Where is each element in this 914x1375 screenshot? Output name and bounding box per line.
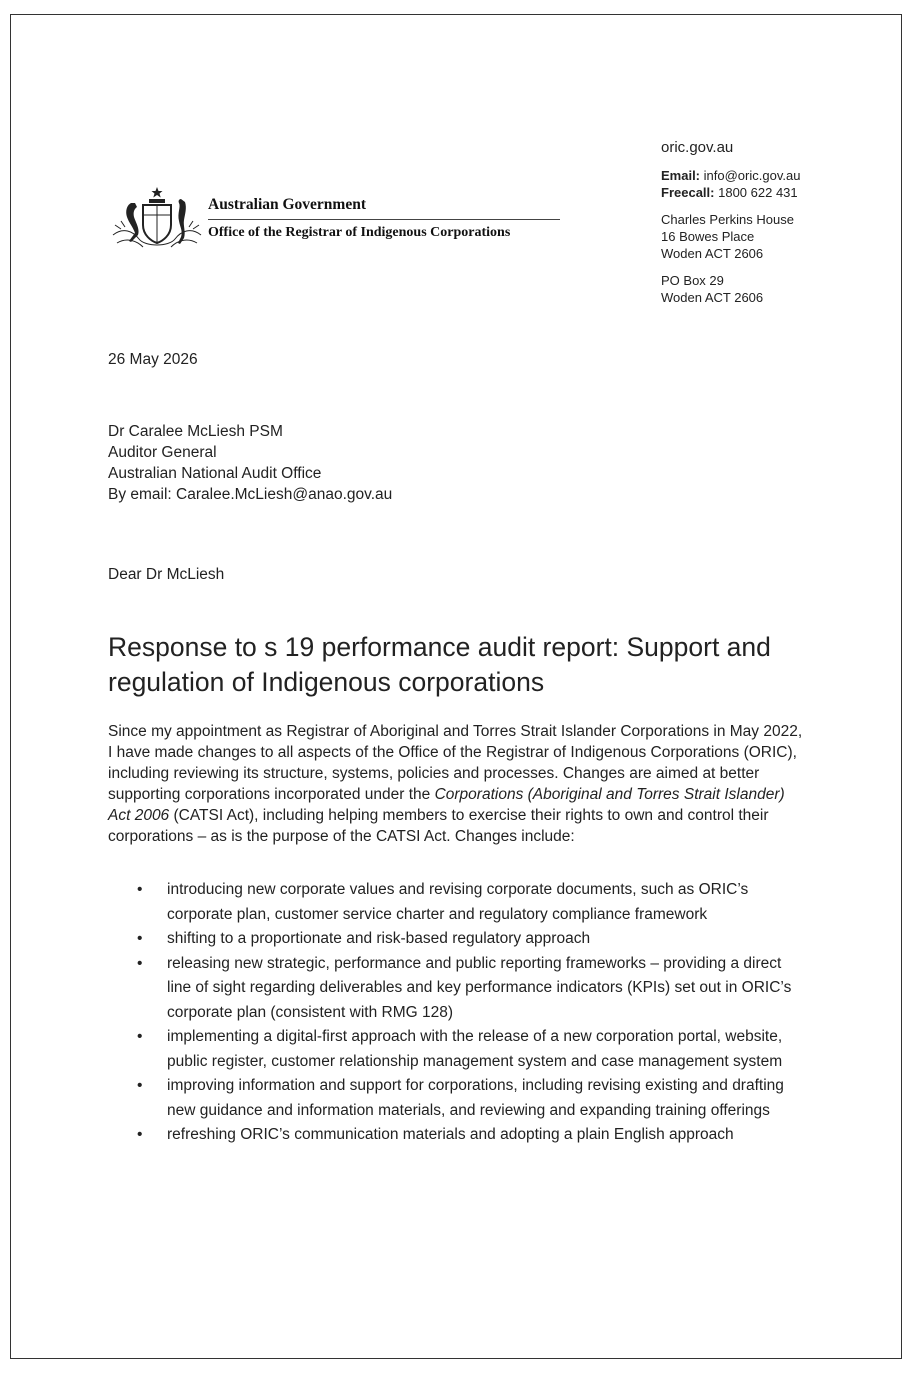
recipient-line: Dr Caralee McLiesh PSM xyxy=(108,423,283,440)
bullet-icon: • xyxy=(137,881,143,898)
freecall-label: Freecall: xyxy=(661,185,715,200)
intro-text-continued: (CATSI Act), including helping members to exercise their rights to own and control their corporations – as is the purpose of the CATSI Act. Changes include: xyxy=(108,807,769,845)
list-item-text: shifting to a proportionate and risk-based regulatory approach xyxy=(167,930,591,947)
recipient-block xyxy=(108,421,392,505)
recipient-line: Auditor General xyxy=(108,444,217,461)
list-item xyxy=(137,1074,807,1123)
list-item xyxy=(137,952,807,1026)
bullet-icon: • xyxy=(137,954,143,972)
list-item-text: refreshing ORIC’s communication materials and adopting a plain English approach xyxy=(167,1126,734,1143)
bullet-icon: • xyxy=(137,1126,143,1143)
act-name: Corporations (Aboriginal and Torres Strait Islander) Act 2006 xyxy=(108,786,785,824)
freecall-line xyxy=(661,184,800,201)
coat-of-arms-icon xyxy=(109,177,205,261)
header-divider xyxy=(208,219,560,220)
list-item-text: introducing new corporate values and revising corporate documents, such as ORIC’s corporate plan, customer service charter and regulatory compliance framework xyxy=(167,881,749,923)
email-label: Email: xyxy=(661,168,701,183)
po-box-line: PO Box 29 xyxy=(661,273,724,288)
bullet-icon: • xyxy=(137,1077,143,1094)
letter-page xyxy=(10,14,902,1359)
list-item-text: implementing a digital-first approach with the release of a new corporation portal, website, public register, customer relationship management system and case management system xyxy=(167,1028,783,1070)
letter-date: 26 May 2026 xyxy=(108,351,198,368)
government-name: Australian Government xyxy=(208,196,367,213)
email-line xyxy=(661,167,800,184)
office-name: Office of the Registrar of Indigenous Corporations xyxy=(208,225,511,240)
letter-title: Response to s 19 performance audit report: Support and regulation of Indigenous corporations xyxy=(108,632,771,697)
address-line: 16 Bowes Place xyxy=(661,229,755,244)
list-item-text: releasing new strategic, performance and public reporting frameworks – providing a direct line of sight regarding deliverables and key performance indicators (KPIs) set out in ORIC’s corporate plan (consistent with RMG 128) xyxy=(167,954,792,1021)
changes-list xyxy=(137,878,807,1148)
address-line: Charles Perkins House xyxy=(661,212,794,227)
website-link[interactable]: oric.gov.au xyxy=(661,139,734,156)
list-item xyxy=(137,1123,807,1148)
bullet-icon: • xyxy=(137,930,143,947)
address-line: Woden ACT 2606 xyxy=(661,246,764,261)
list-item xyxy=(137,927,807,952)
list-item xyxy=(137,878,807,927)
list-item-text: improving information and support for corporations, including revising existing and drafting new guidance and information materials, and reviewing and expanding training offerings xyxy=(167,1077,784,1119)
recipient-email: By email: Caralee.McLiesh@anao.gov.au xyxy=(108,486,393,503)
email-link[interactable]: info@oric.gov.au xyxy=(703,168,801,183)
salutation: Dear Dr McLiesh xyxy=(108,566,225,583)
list-item xyxy=(137,1025,807,1074)
contact-block xyxy=(661,139,800,306)
bullet-icon: • xyxy=(137,1028,143,1045)
intro-paragraph xyxy=(108,721,808,847)
intro-text: Since my appointment as Registrar of Aboriginal and Torres Strait Islander Corporations in May 2022, I have made changes to all aspects of the Office of the Registrar of Indigenous Corporations (ORIC), including reviewing its structure, systems, policies and processes. Changes are aimed at better supporting corporations incorporated under the xyxy=(108,723,803,803)
recipient-line: Australian National Audit Office xyxy=(108,465,322,482)
freecall-number: 1800 622 431 xyxy=(718,185,798,200)
po-box-line: Woden ACT 2606 xyxy=(661,290,764,305)
